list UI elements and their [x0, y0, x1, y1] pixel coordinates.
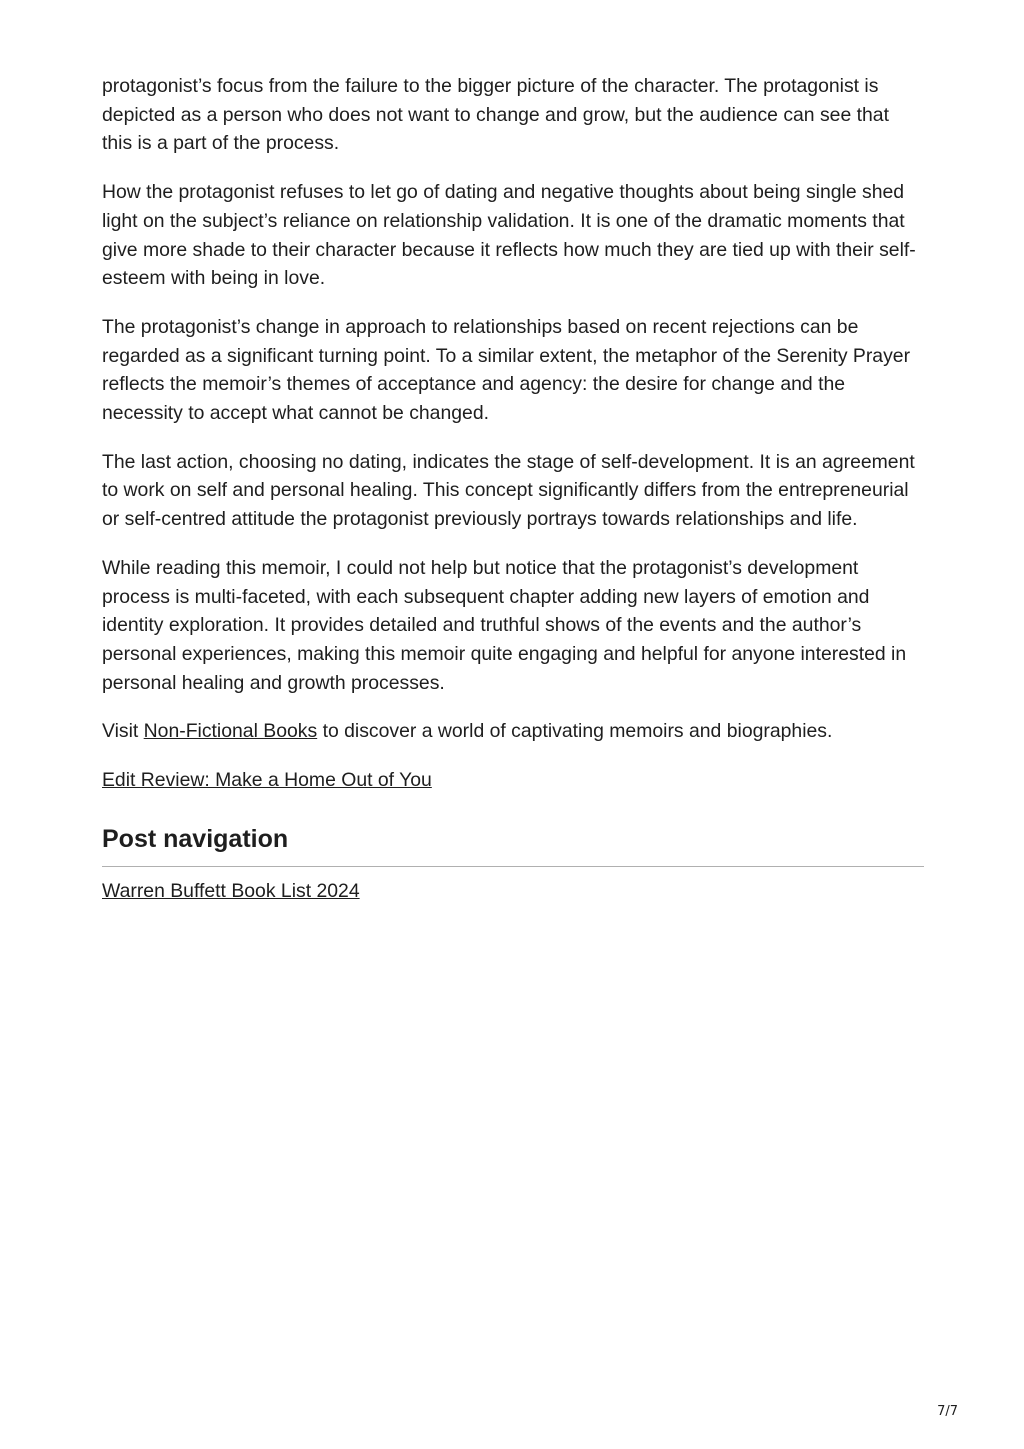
edit-link-paragraph — [102, 766, 924, 795]
post-navigation — [102, 822, 924, 905]
visit-paragraph — [102, 717, 924, 746]
previous-post-link[interactable]: Warren Buffett Book List 2024 — [102, 879, 360, 902]
article-content — [102, 72, 924, 905]
paragraph-5: While reading this memoir, I could not help but notice that the protagonist’s development process is multi-faceted, with each subsequent chapter adding new layers of emotion and identity exploration. It provides detailed and truthful shows of the events and the author’s personal experiences, making this memoir quite engaging and helpful for anyone interested in personal healing and growth processes. — [102, 556, 907, 694]
visit-suffix: to discover a world of captivating memoirs and biographies. — [317, 720, 833, 743]
post-navigation-title: Post navigation — [102, 822, 924, 867]
paragraph-1: protagonist’s focus from the failure to the bigger picture of the character. The protagonist is depicted as a person who does not want to change and grow, but the audience can see that this is a part of the process. — [102, 75, 889, 155]
paragraph-4: The last action, choosing no dating, indicates the stage of self-development. It is an agreement to work on self and personal healing. This concept significantly differs from the entrepreneurial or self-centred attitude the protagonist previously portrays towards relationships and life. — [102, 450, 915, 531]
non-fictional-books-link[interactable]: Non-Fictional Books — [143, 720, 318, 743]
post-navigation-links — [102, 877, 924, 905]
edit-review-link[interactable]: Edit Review: Make a Home Out of You — [102, 769, 432, 792]
paragraph-3: The protagonist’s change in approach to relationships based on recent rejections can be regarded as a significant turning point. To a similar extent, the metaphor of the Serenity Prayer reflects the memoir’s themes of acceptance and agency: the desire for change and the necessity to accept what cannot be changed. — [102, 315, 911, 425]
visit-prefix: Visit — [102, 720, 144, 743]
page-number: 7/7 — [937, 1404, 958, 1419]
paragraph-2: How the protagonist refuses to let go of dating and negative thoughts about being single shed light on the subject’s reliance on relationship validation. It is one of the dramatic moments that give more shade to their character because it reflects how much they are tied up with their self-esteem with being in love. — [102, 181, 916, 290]
